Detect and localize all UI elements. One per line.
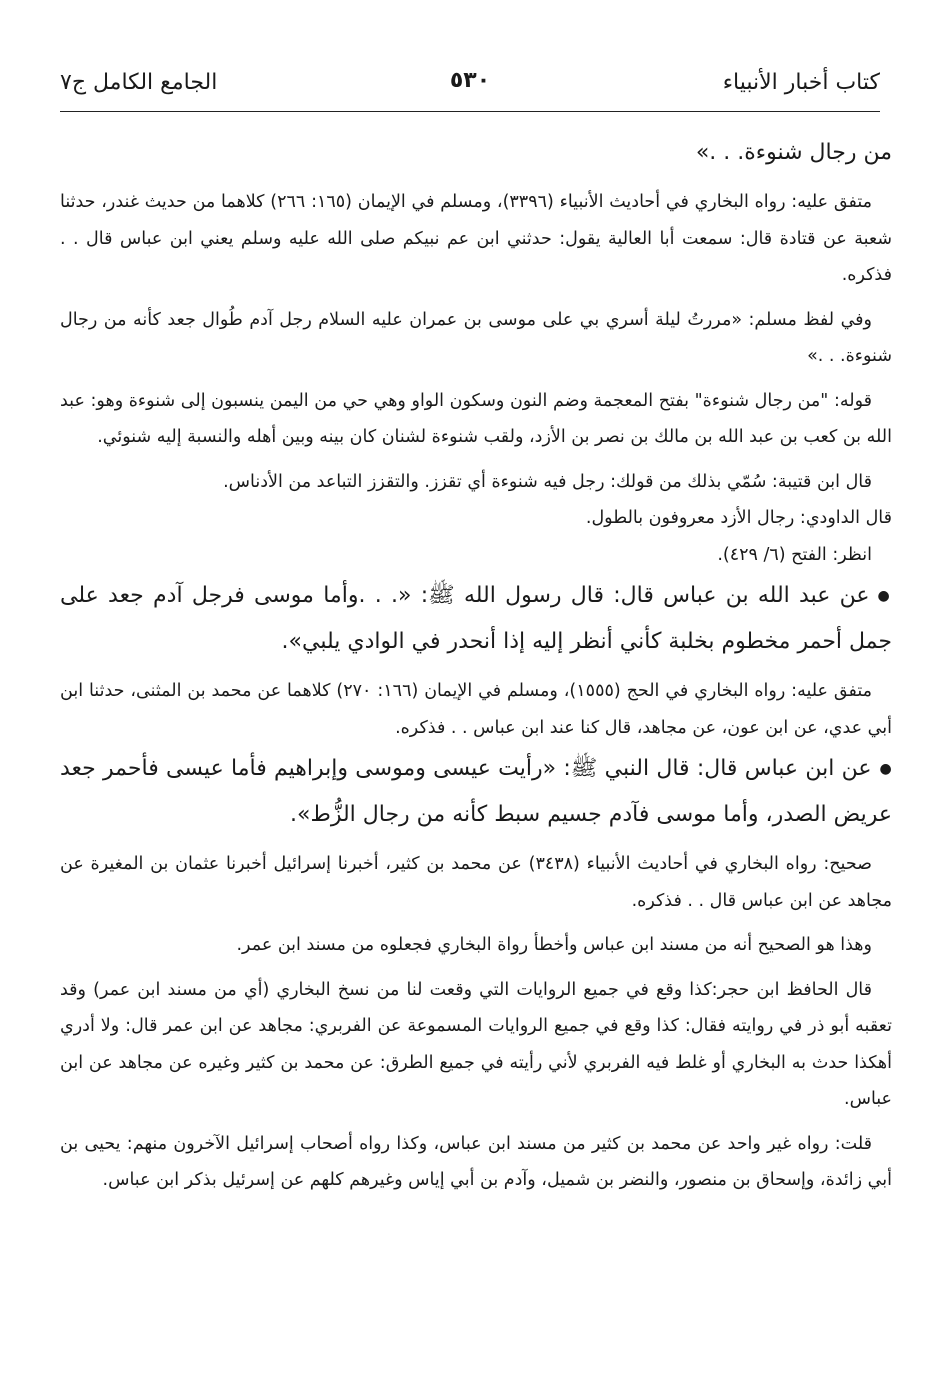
author-note-paragraph: قلت: رواه غير واحد عن محمد بن كثير من مسند ابن عباس، وكذا رواه أصحاب إسرائيل الآخرون منهم: يحيى بن أبي زائدة، وإسحاق بن منصور، والنضر بن شميل، وآدم بن أبي إياس وغيرهم كلهم عن إسرئيل بذكر ابن عباس.: [60, 1133, 892, 1190]
reference-line: انظر: الفتح (٦/ ٤٢٩).: [717, 544, 872, 565]
book-title: كتاب أخبار الأنبياء: [722, 70, 880, 95]
spacer: [60, 964, 892, 972]
takhrij-paragraph: متفق عليه: رواه البخاري في أحاديث الأنبياء (٣٣٩٦)، ومسلم في الإيمان (١٦٥: ٢٦٦) كلاهما من حديث غندر، حدثنا شعبة عن قتادة قال: سمعت أبا العالية يقول: حدثني ابن عم نبيكم صلى الله عليه وسلم يعني ابن عباس قال . . فذكره.: [60, 192, 892, 285]
page-body: [60, 130, 892, 1358]
bullet-icon: ●: [879, 761, 892, 777]
bullet-icon: ●: [877, 588, 892, 604]
takhrij-paragraph: متفق عليه: رواه البخاري في الحج (١٥٥٥)، ومسلم في الإيمان (١٦٦: ٢٧٠) كلاهما عن محمد بن المثنى، حدثنا ابن أبي عدي، عن ابن عون، عن مجاهد، قال كنا عند ابن عباس . . فذكره.: [60, 681, 892, 738]
correction-paragraph: وهذا هو الصحيح أنه من مسند ابن عباس وأخطأ رواة البخاري فجعلوه من مسند ابن عمر.: [236, 935, 872, 955]
muslim-wording-paragraph: وفي لفظ مسلم: «مررتُ ليلة أسري بي على موسى بن عمران عليه السلام رجل آدم طُوال جعد كأنه من رجال شنوءة. . .»: [60, 309, 892, 366]
hadith-paragraph: [60, 746, 892, 838]
dawudi-paragraph: قال الداودي: رجال الأزد معروفون بالطول.: [585, 508, 892, 528]
spacer: [60, 919, 892, 927]
spacer: [60, 665, 892, 673]
volume-title: الجامع الكامل ج٧: [60, 70, 218, 95]
takhrij-paragraph: صحيح: رواه البخاري في أحاديث الأنبياء (٣٤٣٨) عن محمد بن كثير، أخبرنا إسرائيل أخبرنا عثمان بن المغيرة عن مجاهد عن ابن عباس قال . . فذكره.: [60, 854, 892, 911]
ibn-qutaybah-paragraph: قال ابن قتيبة: سُمّي بذلك من قولك: رجل فيه شنوءة أي تقزز. والتقزز التباعد من الأدناس.: [223, 471, 872, 492]
spacer: [60, 1118, 892, 1126]
page-header: [60, 62, 880, 102]
hadith-paragraph: [60, 573, 892, 665]
hadith-text: عن ابن عباس قال: قال النبي ﷺ: «رأيت عيسى وموسى وإبراهيم فأما عيسى فأحمر جعد عريض الصدر، وأما موسى فآدم جسيم سبط كأنه من رجال الزُّط».: [60, 756, 892, 827]
spacer: [60, 176, 892, 184]
ibn-hajar-paragraph: قال الحافظ ابن حجر:كذا وقع في جميع الروايات التي وقعت لنا من نسخ البخاري (أي من مسند ابن عمر) وقد تعقبه أبو ذر في روايته فقال: كذا وقع في جميع الروايات المسموعة عن الفربري: مجاهد عن ابن عمر قال: ولا أدري أهكذا حدث به البخاري أو غلط فيه الفربري لأني رأيته في جميع الطرق: عن محمد بن كثير وغيره عن مجاهد عن ابن عباس.: [60, 979, 892, 1109]
spacer: [60, 456, 892, 464]
spacer: [60, 838, 892, 846]
spacer: [60, 375, 892, 383]
continuation-line: من رجال شنوءة. . .»: [695, 140, 892, 165]
explanation-paragraph: قوله: "من رجال شنوءة" بفتح المعجمة وضم النون وسكون الواو وهي حي من اليمن ينسبون إلى شنوءة وهو: عبد الله بن كعب بن عبد الله بن مالك بن نصر بن الأزد، ولقب شنوءة لشنان كان بينه وبين أهله والنسبة إليه شنوئي.: [60, 390, 892, 447]
page-number: ٥٣٠: [449, 68, 491, 93]
header-divider: [60, 111, 880, 112]
spacer: [60, 294, 892, 302]
hadith-text: عن عبد الله بن عباس قال: قال رسول الله ﷺ: «. . .وأما موسى فرجل آدم جعد على جمل أحمر مخطوم بخلبة كأني أنظر إليه إذا أنحدر في الوادي يلبي».: [60, 583, 892, 654]
